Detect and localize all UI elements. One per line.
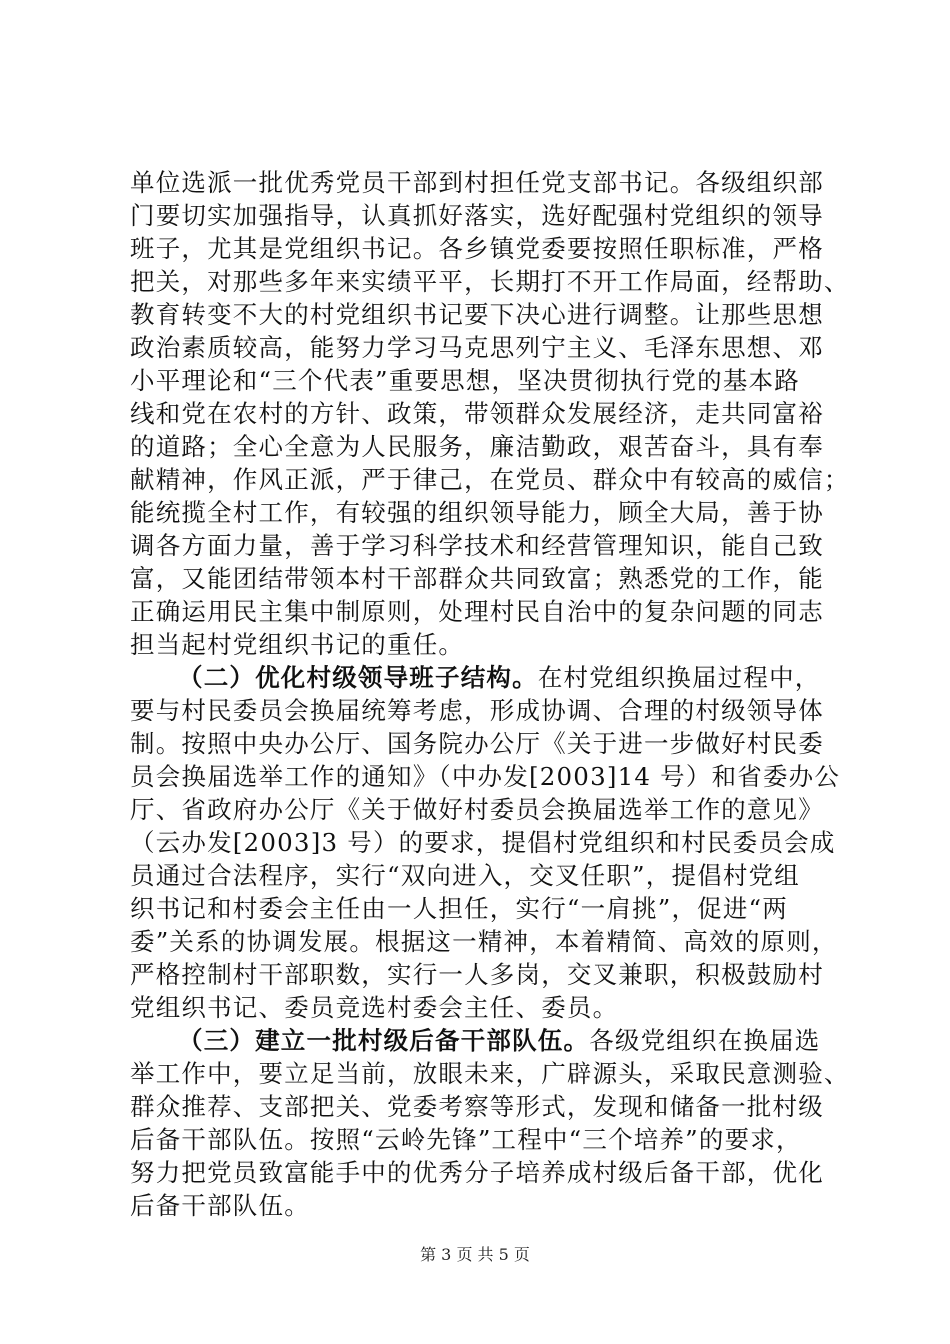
paragraph-line: （云办发[2003]3 号）的要求，提倡村党组织和村民委员会成 [130, 828, 836, 857]
paragraph-line: 调各方面力量，善于学习科学技术和经营管理知识，能自己致 [130, 531, 824, 560]
paragraph-line: 委”关系的协调发展。根据这一精神，本着精简、高效的原则， [130, 927, 838, 956]
paragraph-line: 严格控制村干部职数，实行一人多岗，交叉兼职，积极鼓励村 [130, 960, 824, 989]
paragraph-line: 政治素质较高，能努力学习马克思列宁主义、毛泽东思想、邓 [130, 333, 824, 362]
paragraph-line: 举工作中，要立足当前，放眼未来，广辟源头，采取民意测验、 [130, 1059, 850, 1088]
section-heading: （三）建立一批村级后备干部队伍。 [178, 1026, 590, 1055]
paragraph-line: 后备干部队伍。 [130, 1191, 310, 1220]
paragraph-line: 献精神，作风正派，严于律己，在党员、群众中有较高的威信； [130, 465, 850, 494]
paragraph-line: 把关，对那些多年来实绩平平，长期打不开工作局面，经帮助、 [130, 267, 850, 296]
paragraph-line: 班子，尤其是党组织书记。各乡镇党委要按照任职标准，严格 [130, 234, 824, 263]
paragraph-line: 员会换届选举工作的通知》（中办发[2003]14 号）和省委办公 [130, 762, 841, 791]
paragraph-line: 努力把党员致富能手中的优秀分子培养成村级后备干部，优化 [130, 1158, 824, 1187]
paragraph-line: 织书记和村委会主任由一人担任，实行“一肩挑”，促进“两 [130, 894, 788, 923]
section-text: 各级党组织在换届选 [589, 1026, 821, 1055]
paragraph-line: 的道路；全心全意为人民服务，廉洁勤政，艰苦奋斗，具有奉 [130, 432, 824, 461]
paragraph-line: 教育转变不大的村党组织书记要下决心进行调整。让那些思想 [130, 300, 824, 329]
paragraph-line: 群众推荐、支部把关、党委考察等形式，发现和储备一批村级 [130, 1092, 824, 1121]
paragraph-line: 厅、省政府办公厅《关于做好村委员会换届选举工作的意见》 [130, 795, 824, 824]
paragraph-line: 小平理论和“三个代表”重要思想，坚决贯彻执行党的基本路 [130, 366, 800, 395]
paragraph-line: 要与村民委员会换届统筹考虑，形成协调、合理的村级领导体 [130, 696, 824, 725]
paragraph-line: 富，又能团结带领本村干部群众共同致富；熟悉党的工作，能 [130, 564, 824, 593]
section-text: 在村党组织换届过程中， [537, 663, 821, 692]
page-number-footer: 第 3 页 共 5 页 [420, 1245, 530, 1264]
paragraph-line: 能统揽全村工作，有较强的组织领导能力，顾全大局，善于协 [130, 498, 824, 527]
paragraph-line: 线和党在农村的方针、政策，带领群众发展经济，走共同富裕 [130, 399, 824, 428]
paragraph-line: 员通过合法程序，实行“双向进入，交叉任职”，提倡村党组 [130, 861, 800, 890]
section-heading: （二）优化村级领导班子结构。 [178, 663, 538, 692]
paragraph-line: 门要切实加强指导，认真抓好落实，选好配强村党组织的领导 [130, 201, 824, 230]
section-heading-line [178, 662, 878, 694]
paragraph-line: 正确运用民主集中制原则，处理村民自治中的复杂问题的同志 [130, 597, 824, 626]
paragraph-line: 党组织书记、委员竞选村委会主任、委员。 [130, 993, 619, 1022]
paragraph-line: 担当起村党组织书记的重任。 [130, 630, 465, 659]
paragraph-line: 后备干部队伍。按照“云岭先锋”工程中“三个培养”的要求， [130, 1125, 802, 1154]
paragraph-line: 单位选派一批优秀党员干部到村担任党支部书记。各级组织部 [130, 168, 824, 197]
section-heading-line [178, 1025, 878, 1057]
paragraph-line: 制。按照中央办公厅、国务院办公厅《关于进一步做好村民委 [130, 729, 824, 758]
